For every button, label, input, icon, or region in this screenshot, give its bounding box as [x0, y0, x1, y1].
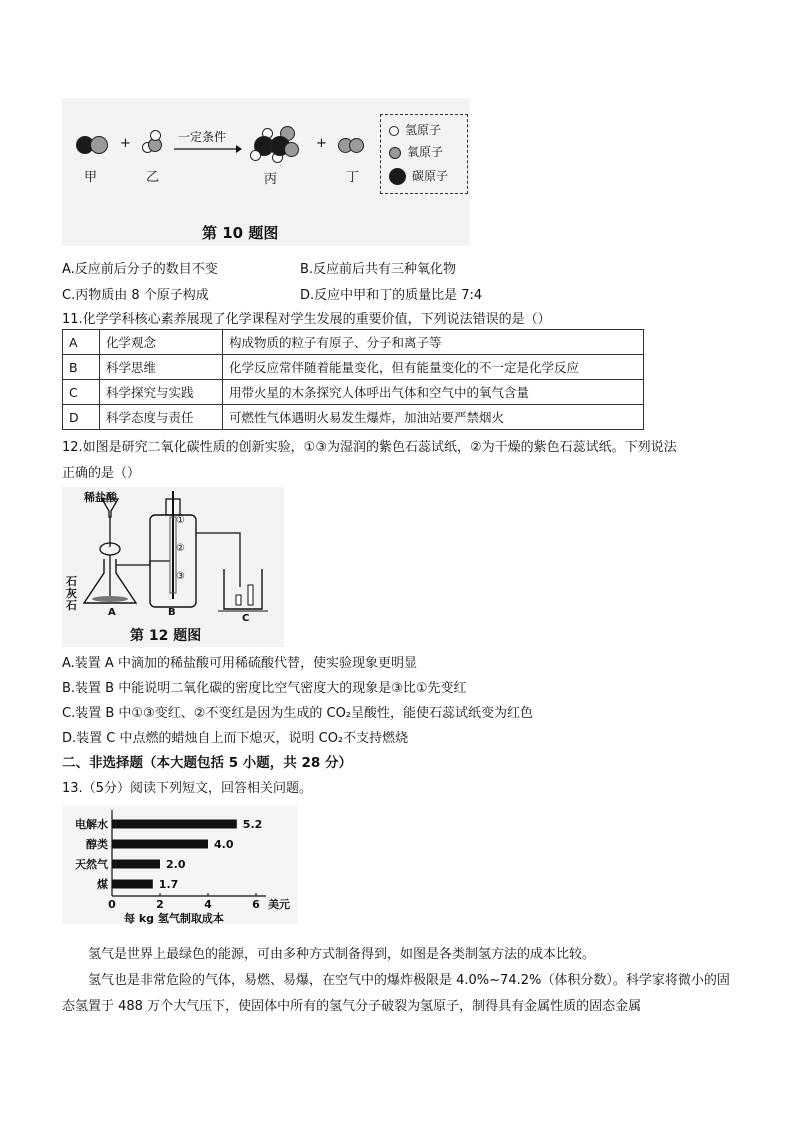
table-cell: C — [63, 380, 100, 405]
q10-option-b: B.反应前后共有三种氧化物 — [300, 262, 457, 277]
data-label: 5.2 — [242, 818, 263, 831]
q11-stem: 11.化学学科核心素养展现了化学课程对学生发展的重要价值，下列说法错误的是（） — [62, 312, 551, 327]
table-row — [63, 355, 644, 380]
data-label: 4.0 — [214, 838, 234, 851]
acid-label: 稀盐酸 — [84, 491, 117, 504]
hydrogen-atom-icon — [389, 126, 399, 136]
molecule-label-yi: 乙 — [146, 170, 160, 185]
figure-10 — [62, 98, 470, 246]
legend-hydrogen: 氢原子 — [389, 121, 441, 138]
bar — [112, 880, 153, 889]
paper-mark-1: ① — [176, 515, 185, 526]
q10-option-a: A.反应前后分子的数目不变 — [62, 262, 218, 277]
carbon-atom-icon — [389, 168, 406, 185]
q13-paragraph-2: 氢气也是非常危险的气体，易燃、易爆，在空气中的爆炸极限是 4.0%~74.2%（体积分数）。科学家将微小的固态氢置于 488 万个大气压下，使固体中所有的氢气分子破裂为氢原子，制得具有金属性质的固态金属 — [62, 973, 730, 1014]
table-cell: A — [63, 330, 100, 355]
data-label: 1.7 — [158, 878, 179, 891]
atom-legend — [380, 114, 468, 194]
table-cell: 用带火星的木条探究人体呼出气体和空气中的氧气含量 — [223, 380, 644, 405]
x-unit-label: 美元 — [268, 898, 290, 911]
plus-sign: + — [120, 136, 131, 151]
bar — [112, 860, 160, 869]
category-label: 煤 — [97, 878, 108, 891]
x-tick-label: 2 — [156, 898, 164, 911]
apparatus-label-b: B — [168, 607, 176, 618]
oxygen-atom-icon — [389, 147, 401, 159]
table-cell: B — [63, 355, 100, 380]
apparatus-label-c: C — [242, 613, 250, 624]
figure-12 — [62, 487, 284, 647]
stone-label-2: 灰 — [66, 587, 77, 600]
molecule-label-bing: 丙 — [264, 172, 278, 187]
category-label: 醇类 — [86, 838, 108, 851]
paper-mark-3: ③ — [176, 571, 185, 582]
x-tick-label: 4 — [204, 898, 212, 911]
hydrogen-atom-icon — [250, 150, 261, 161]
legend-oxygen: 氧原子 — [389, 143, 443, 160]
table-row — [63, 405, 644, 430]
stone-label-1: 石 — [66, 575, 77, 588]
q12-stem-line2: 正确的是（） — [62, 466, 141, 481]
table-cell: 可燃性气体遇明火易发生爆炸，加油站要严禁烟火 — [223, 405, 644, 430]
stone-label-3: 石 — [66, 599, 77, 612]
q13-stem: 13.（5分）阅读下列短文，回答相关问题。 — [62, 781, 312, 796]
category-label: 电解水 — [75, 818, 108, 831]
oxygen-atom-icon — [284, 142, 299, 157]
paper-mark-2: ② — [176, 543, 185, 554]
x-tick-label: 0 — [108, 898, 116, 911]
table-cell: 科学态度与责任 — [100, 405, 223, 430]
molecule-label-ding: 丁 — [346, 170, 360, 185]
plus-sign: + — [316, 136, 327, 151]
data-label: 2.0 — [166, 858, 186, 871]
table-cell: D — [63, 405, 100, 430]
oxygen-atom-icon — [90, 136, 108, 154]
table-cell: 构成物质的粒子有原子、分子和离子等 — [223, 330, 644, 355]
section-2-title: 二、非选择题（本大题包括 5 小题，共 28 分） — [62, 755, 352, 771]
chart-svg — [62, 806, 298, 924]
hydrogen-atom-icon — [150, 130, 161, 141]
table-cell: 化学反应常伴随着能量变化，但有能量变化的不一定是化学反应 — [223, 355, 644, 380]
bar — [112, 820, 237, 829]
q12-option-c: C.装置 B 中①③变红、②不变红是因为生成的 CO₂呈酸性，能使石蕊试纸变为红色 — [62, 706, 534, 721]
q12-stem-line1: 12.如图是研究二氧化碳性质的创新实验，①③为湿润的紫色石蕊试纸，②为干燥的紫色石蕊试纸。下列说法 — [62, 440, 677, 455]
q12-option-a: A.装置 A 中滴加的稀盐酸可用稀硫酸代替，使实验现象更明显 — [62, 656, 417, 671]
q12-option-d: D.装置 C 中点燃的蜡烛自上而下熄灭，说明 CO₂不支持燃烧 — [62, 731, 409, 746]
figure-10-caption: 第 10 题图 — [202, 224, 279, 242]
x-tick-label: 6 — [252, 898, 260, 911]
q12-option-b: B.装置 B 中能说明二氧化碳的密度比空气密度大的现象是③比①先变红 — [62, 681, 467, 696]
reaction-condition: 一定条件 — [178, 130, 227, 144]
table-row — [63, 380, 644, 405]
q11-table — [62, 329, 644, 430]
table-row — [63, 330, 644, 355]
apparatus-label-a: A — [108, 607, 116, 618]
category-label: 天然气 — [75, 858, 108, 871]
table-cell: 科学探究与实践 — [100, 380, 223, 405]
bar — [112, 840, 208, 849]
cost-bar-chart — [62, 806, 298, 924]
q10-option-c: C.丙物质由 8 个原子构成 — [62, 288, 209, 303]
oxygen-atom-icon — [349, 138, 364, 153]
molecule-label-jia: 甲 — [84, 170, 98, 185]
q10-option-d: D.反应中甲和丁的质量比是 7:4 — [300, 288, 483, 303]
q13-paragraph-1: 氢气是世界上最绿色的能源，可由多种方式制备得到，如图是各类制氢方法的成本比较。 — [88, 947, 596, 962]
table-cell: 科学思维 — [100, 355, 223, 380]
figure-12-caption: 第 12 题图 — [130, 628, 202, 644]
reaction-arrow-icon — [172, 144, 242, 154]
legend-carbon: 碳原子 — [389, 167, 448, 185]
table-cell: 化学观念 — [100, 330, 223, 355]
apparatus-diagram — [62, 487, 284, 647]
x-axis-label: 每 kg 氢气制取成本 — [124, 912, 224, 924]
